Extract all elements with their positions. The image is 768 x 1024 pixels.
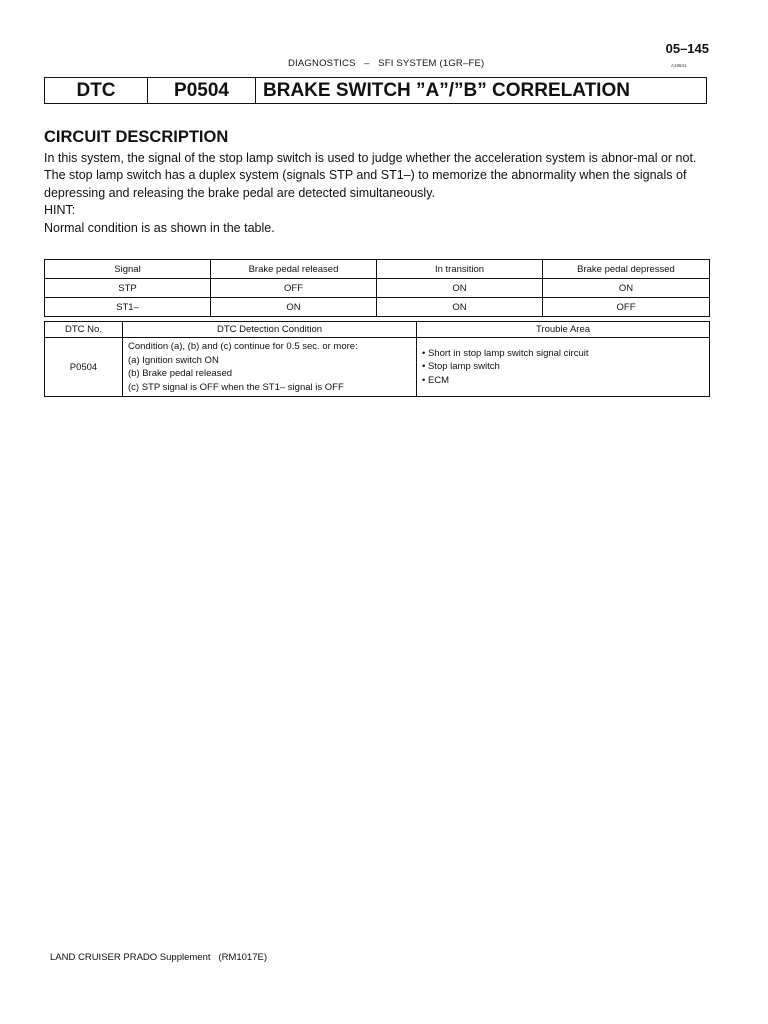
signal-condition-table <box>44 259 710 317</box>
hint-label: HINT: <box>44 203 76 218</box>
dtc-detection-table <box>44 321 710 397</box>
dtc-title-box <box>44 77 707 104</box>
header-cell: Trouble Area <box>417 322 710 338</box>
dtc-code: P0504 <box>148 78 256 103</box>
table-cell: ON <box>543 279 710 298</box>
header-cell: Brake pedal released <box>211 260 377 279</box>
paragraph: The stop lamp switch has a duplex system (signals STP and ST1–) to memorize the abnormality when the signals of depressing and releasing the brake pedal are detected simultaneously. <box>44 168 687 200</box>
trouble-area-cell <box>417 338 710 397</box>
table-header-row <box>45 260 710 279</box>
illustration-code: A18541 <box>671 63 687 68</box>
table-cell: ST1– <box>45 298 211 317</box>
header-cell: Signal <box>45 260 211 279</box>
circuit-description-text <box>44 150 714 237</box>
condition-line: Condition (a), (b) and (c) continue for 0.5 sec. or more: <box>128 341 358 352</box>
header-cell: DTC Detection Condition <box>123 322 417 338</box>
detection-condition-cell <box>123 338 417 397</box>
table-cell: ON <box>377 298 543 317</box>
page-footer: LAND CRUISER PRADO Supplement (RM1017E) <box>50 952 267 963</box>
page-number: 05–145 <box>665 41 709 56</box>
trouble-area-item: • Stop lamp switch <box>422 361 500 373</box>
table-row <box>45 298 710 317</box>
header-cell: Brake pedal depressed <box>543 260 710 279</box>
table-cell: ON <box>211 298 377 317</box>
table-cell: OFF <box>543 298 710 317</box>
header-cell: In transition <box>377 260 543 279</box>
trouble-area-item: • Short in stop lamp switch signal circuit <box>422 347 589 359</box>
table-row <box>45 279 710 298</box>
paragraph: In this system, the signal of the stop lamp switch is used to judge whether the acceleration system is abnor-mal or not. <box>44 151 697 165</box>
table-cell: ON <box>377 279 543 298</box>
paragraph: Normal condition is as shown in the table. <box>44 220 275 235</box>
condition-line: (b) Brake pedal released <box>128 368 233 379</box>
table-row <box>45 338 710 397</box>
dtc-name: BRAKE SWITCH ”A”/”B” CORRELATION <box>263 79 630 101</box>
condition-line: (c) STP signal is OFF when the ST1– signal is OFF <box>128 381 344 393</box>
running-head: DIAGNOSTICS – SFI SYSTEM (1GR–FE) <box>288 58 485 69</box>
condition-line: (a) Ignition switch ON <box>128 354 219 366</box>
table-cell: OFF <box>211 279 377 298</box>
table-cell: STP <box>45 279 211 298</box>
section-title: CIRCUIT DESCRIPTION <box>44 128 229 146</box>
header-cell: DTC No. <box>45 322 123 338</box>
trouble-area-item: • ECM <box>422 374 450 386</box>
dtc-number-cell: P0504 <box>45 338 123 397</box>
dtc-label: DTC <box>45 78 148 103</box>
table-header-row <box>45 322 710 338</box>
